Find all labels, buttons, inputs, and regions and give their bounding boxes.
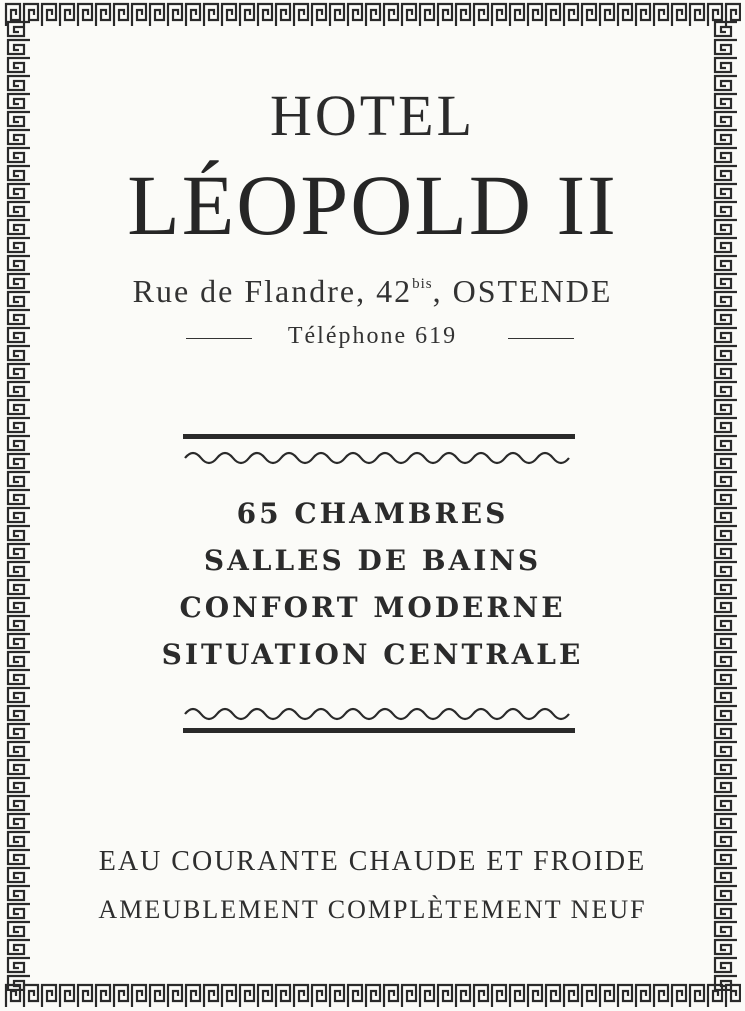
address-line — [40, 262, 705, 313]
advert-content — [40, 34, 705, 977]
footer-line-water: EAU COURANTE CHAUDE ET FROIDE — [98, 846, 647, 877]
fret-border-top — [4, 0, 741, 30]
address-city: , OSTENDE — [432, 273, 613, 309]
phone-number: Téléphone 619 — [287, 323, 458, 349]
phone-rule-right — [508, 338, 574, 339]
feature-item: SALLES DE BAINS — [203, 544, 542, 577]
feature-item: SITUATION CENTRALE — [161, 638, 584, 671]
hotel-name: LÉOPOLD II — [127, 157, 618, 253]
fret-border-bottom — [4, 981, 741, 1011]
phone-row — [40, 320, 705, 350]
footer-line-furnishing: AMEUBLEMENT COMPLÈTEMENT NEUF — [98, 895, 647, 924]
feature-item: CONFORT MODERNE — [179, 591, 566, 624]
address-number-suffix: bis — [412, 276, 433, 292]
title-hotel: HOTEL — [269, 83, 476, 148]
address-street: Rue de Flandre, 42 — [132, 273, 413, 309]
fret-border-right — [711, 20, 741, 991]
feature-item: 65 CHAMBRES — [236, 497, 509, 530]
features-list — [40, 490, 705, 678]
ornament-divider-top — [183, 432, 575, 468]
ornament-divider-bottom — [183, 702, 575, 738]
fret-border-left — [4, 20, 34, 991]
